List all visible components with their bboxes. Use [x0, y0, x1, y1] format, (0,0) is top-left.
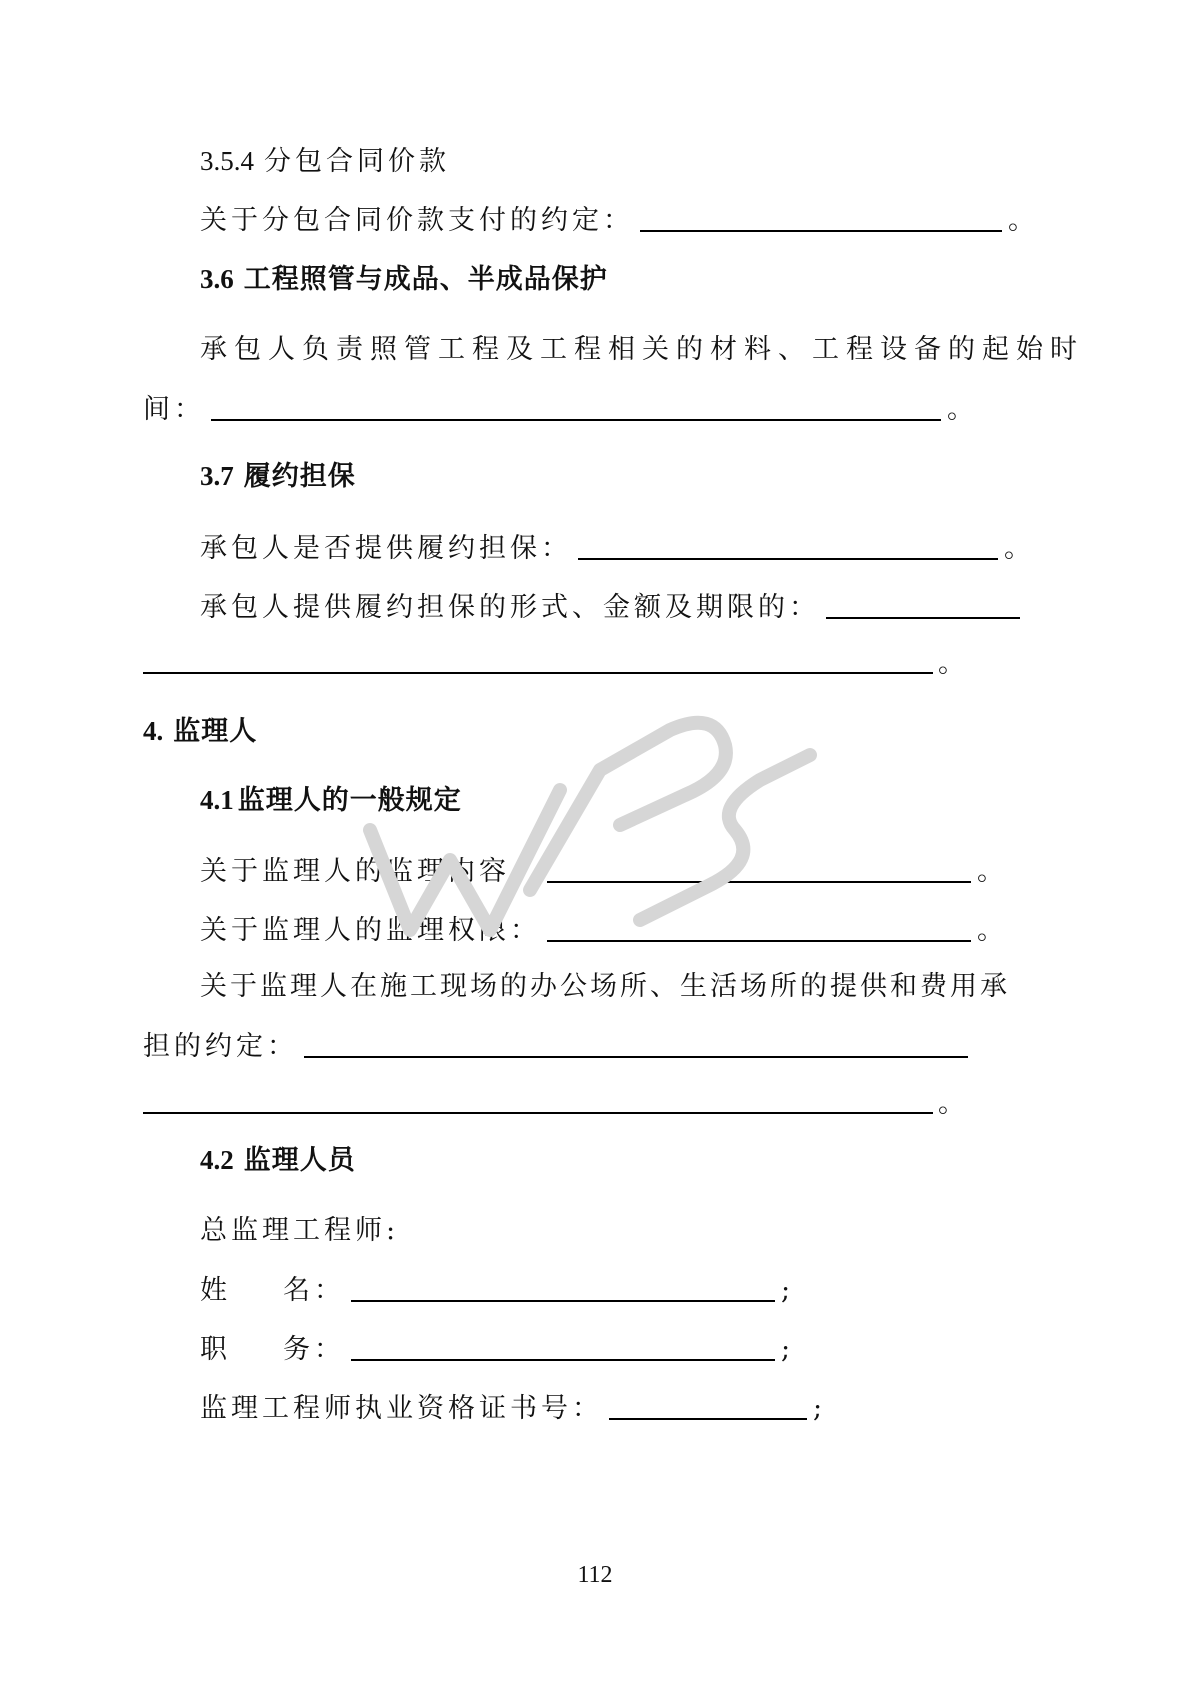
performance-bond-provided-line	[200, 535, 1031, 562]
field-label: 关于监理人的监理权限：	[200, 915, 541, 946]
field-label: 间：	[143, 394, 205, 425]
supervision-content-blank[interactable]	[547, 880, 971, 883]
line-end: ;	[781, 1275, 791, 1306]
field-label: 关于监理人的监理内容：	[200, 856, 541, 887]
line-end: 。	[938, 648, 965, 679]
section-number: 3.5.4	[200, 146, 254, 176]
section-number: 3.7	[200, 461, 234, 491]
field-label-part: 姓	[200, 1275, 231, 1306]
line-end: ;	[813, 1393, 823, 1424]
supervision-authority-line	[200, 917, 1004, 944]
section-number: 3.6	[200, 264, 234, 294]
section-number: 4.2	[200, 1145, 234, 1175]
line-end: ;	[781, 1334, 791, 1365]
line-end: 。	[947, 394, 974, 425]
chief-engineer-title-blank[interactable]	[351, 1358, 775, 1361]
section-title: 履约担保	[243, 461, 356, 492]
line-end: 。	[977, 915, 1004, 946]
chief-engineer-label	[200, 1217, 399, 1244]
chief-engineer-name-line	[200, 1277, 790, 1304]
supervision-content-line	[200, 858, 1004, 885]
field-label: 承包人提供履约担保的形式、金额及期限的：	[200, 592, 820, 623]
subcontract-payment-line	[200, 207, 1035, 234]
section-4-2-heading	[200, 1147, 356, 1174]
field-label-part: 名：	[283, 1275, 345, 1306]
page-number: 112	[577, 1562, 613, 1588]
care-start-time-blank[interactable]	[211, 418, 941, 421]
site-office-agreement-blank[interactable]	[304, 1055, 968, 1058]
section-3-6-heading	[200, 266, 608, 293]
section-number: 4.	[143, 716, 164, 746]
chief-engineer-title-line	[200, 1336, 790, 1363]
engineer-cert-line	[200, 1395, 822, 1422]
section-title: 监理人	[173, 716, 258, 747]
paragraph-text: 关于监理人在施工现场的办公场所、生活场所的提供和费用承	[200, 971, 1010, 1002]
site-office-paragraph-line	[200, 973, 1010, 1000]
section-title: 分包合同价款	[264, 146, 450, 177]
field-label-part: 务：	[283, 1334, 345, 1365]
line-end: 。	[938, 1088, 965, 1119]
field-label-part: 职	[200, 1334, 231, 1365]
site-office-agreement-blank-continued[interactable]	[143, 1112, 933, 1114]
section-title: 监理人的一般规定	[237, 785, 462, 816]
line-end: 。	[977, 856, 1004, 887]
line-end: 。	[1008, 205, 1035, 236]
field-label: 关于分包合同价款支付的约定：	[200, 205, 634, 236]
section-3-7-heading	[200, 463, 356, 490]
performance-bond-provided-blank[interactable]	[578, 557, 998, 560]
paragraph-text: 承包人负责照管工程及工程相关的材料、工程设备的起始时	[200, 334, 1084, 365]
site-office-agreement-line	[143, 1033, 974, 1060]
performance-bond-form-blank-continued[interactable]	[143, 672, 933, 674]
performance-bond-form-end	[938, 650, 965, 677]
section-title: 监理人员	[243, 1145, 356, 1176]
care-start-line	[200, 336, 1084, 363]
section-4-heading	[143, 718, 257, 745]
performance-bond-form-line	[200, 594, 1026, 621]
line-end: 。	[1004, 533, 1031, 564]
section-number: 4.1	[200, 785, 234, 815]
engineer-cert-blank[interactable]	[609, 1417, 807, 1420]
supervision-authority-blank[interactable]	[547, 939, 971, 942]
field-label: 承包人是否提供履约担保：	[200, 533, 572, 564]
section-3-5-4-heading	[200, 148, 450, 175]
section-title: 工程照管与成品、半成品保护	[243, 264, 608, 295]
care-start-time-line	[143, 396, 974, 423]
site-office-agreement-end	[938, 1090, 965, 1117]
field-label: 监理工程师执业资格证书号：	[200, 1393, 603, 1424]
subcontract-payment-blank[interactable]	[640, 229, 1002, 232]
section-4-1-heading	[200, 787, 462, 814]
field-label: 总监理工程师:	[200, 1215, 400, 1246]
field-label: 担的约定：	[143, 1031, 298, 1062]
performance-bond-form-blank[interactable]	[826, 616, 1020, 619]
chief-engineer-name-blank[interactable]	[351, 1299, 775, 1302]
